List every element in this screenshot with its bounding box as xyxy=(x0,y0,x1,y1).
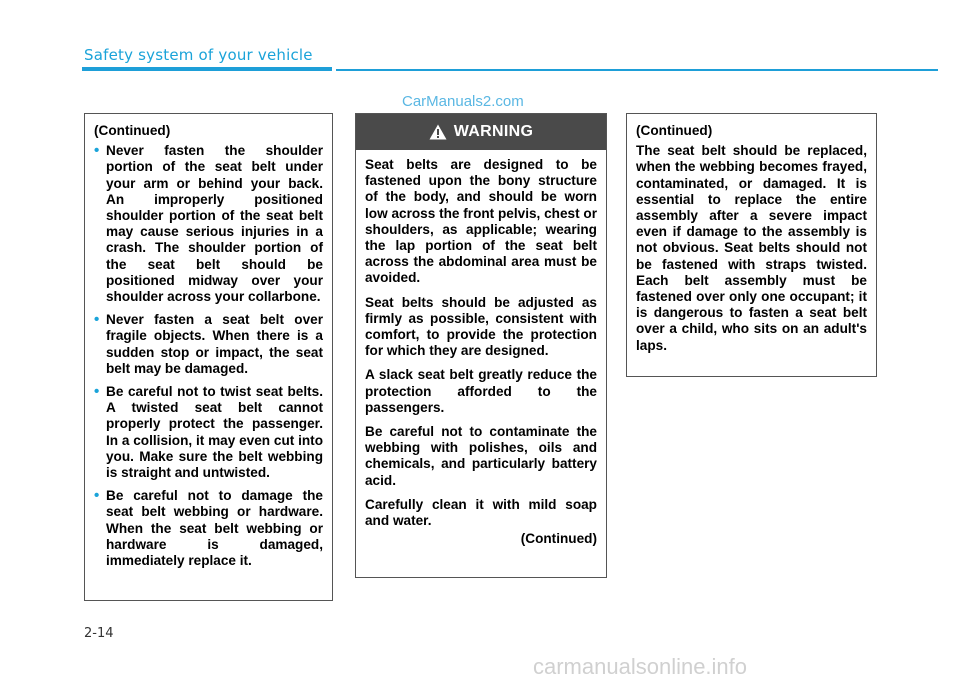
section-title: Safety system of your vehicle xyxy=(84,46,313,64)
warning-header xyxy=(356,114,606,150)
list-item: • Never fasten a seat belt over fragile objects. When there is a sudden stop or impact, the seat belt may be damaged. xyxy=(94,311,323,376)
warning-box xyxy=(355,113,607,578)
bullet-list xyxy=(94,143,323,569)
list-item: • Never fasten the shoulder portion of the seat belt under your arm or behind your back. An improperly positioned shoulder portion of the seat belt may cause serious injuries in a crash. The shoulder portion of the seat belt should be positioned midway over your shoulder across your collarbone. xyxy=(94,142,323,305)
warning-paragraph: A slack seat belt greatly reduce the protection afforded to the passengers. xyxy=(365,367,597,415)
warning-paragraph: Carefully clean it with mild soap and water. xyxy=(365,496,597,529)
body-text: The seat belt should be replaced, when the webbing becomes frayed, contaminated, or damaged. It is essential to replace the entire assembly after a severe impact even if damage to the assembly is not obvious. Seat belts should not be fastened with straps twisted. Each belt assembly must be fastened over only one occupant; it is dangerous to fasten a seat belt over a child, who sits on an adult's laps. xyxy=(636,143,867,353)
continued-label: (Continued) xyxy=(636,123,713,138)
bullet-icon: • xyxy=(94,487,100,505)
warning-paragraph: Seat belts should be adjusted as firmly as possible, consistent with comfort, to provide the protection for which they are designed. xyxy=(365,294,597,359)
left-continued-box xyxy=(84,113,333,601)
continued-label: (Continued) xyxy=(94,123,171,138)
warning-title: WARNING xyxy=(453,122,534,140)
bullet-icon: • xyxy=(94,383,100,401)
warning-body xyxy=(356,150,606,547)
list-item: • Be careful not to twist seat belts. A twisted seat belt cannot properly protect the passenger. In a collision, it may even cut into you. Make sure the belt webbing is straight and untwisted. xyxy=(94,383,323,481)
right-continued-box xyxy=(626,113,877,377)
bullet-icon: • xyxy=(94,142,100,160)
header-rule-thin xyxy=(336,69,938,71)
continued-label: (Continued) xyxy=(520,531,597,547)
list-item: • Be careful not to damage the seat belt webbing or hardware. When the seat belt webbing or hardware is damaged, immediately replace it. xyxy=(94,487,323,569)
page-number: 2-14 xyxy=(84,626,114,641)
warning-paragraph: Seat belts are designed to be fastened upon the bony structure of the body, and should be worn low across the front pelvis, chest or shoulders, as applicable; wearing the lap portion of the seat belt across the abdominal area must be avoided. xyxy=(365,157,597,286)
watermark-top: CarManuals2.com xyxy=(402,93,524,110)
warning-triangle-icon xyxy=(429,124,447,140)
footer-watermark: carmanualsonline.info xyxy=(533,654,748,679)
header-rule-thick xyxy=(82,67,332,71)
warning-paragraph: Be careful not to contaminate the webbing with polishes, oils and chemicals, and particularly battery acid. xyxy=(365,424,597,488)
bullet-icon: • xyxy=(94,311,100,329)
